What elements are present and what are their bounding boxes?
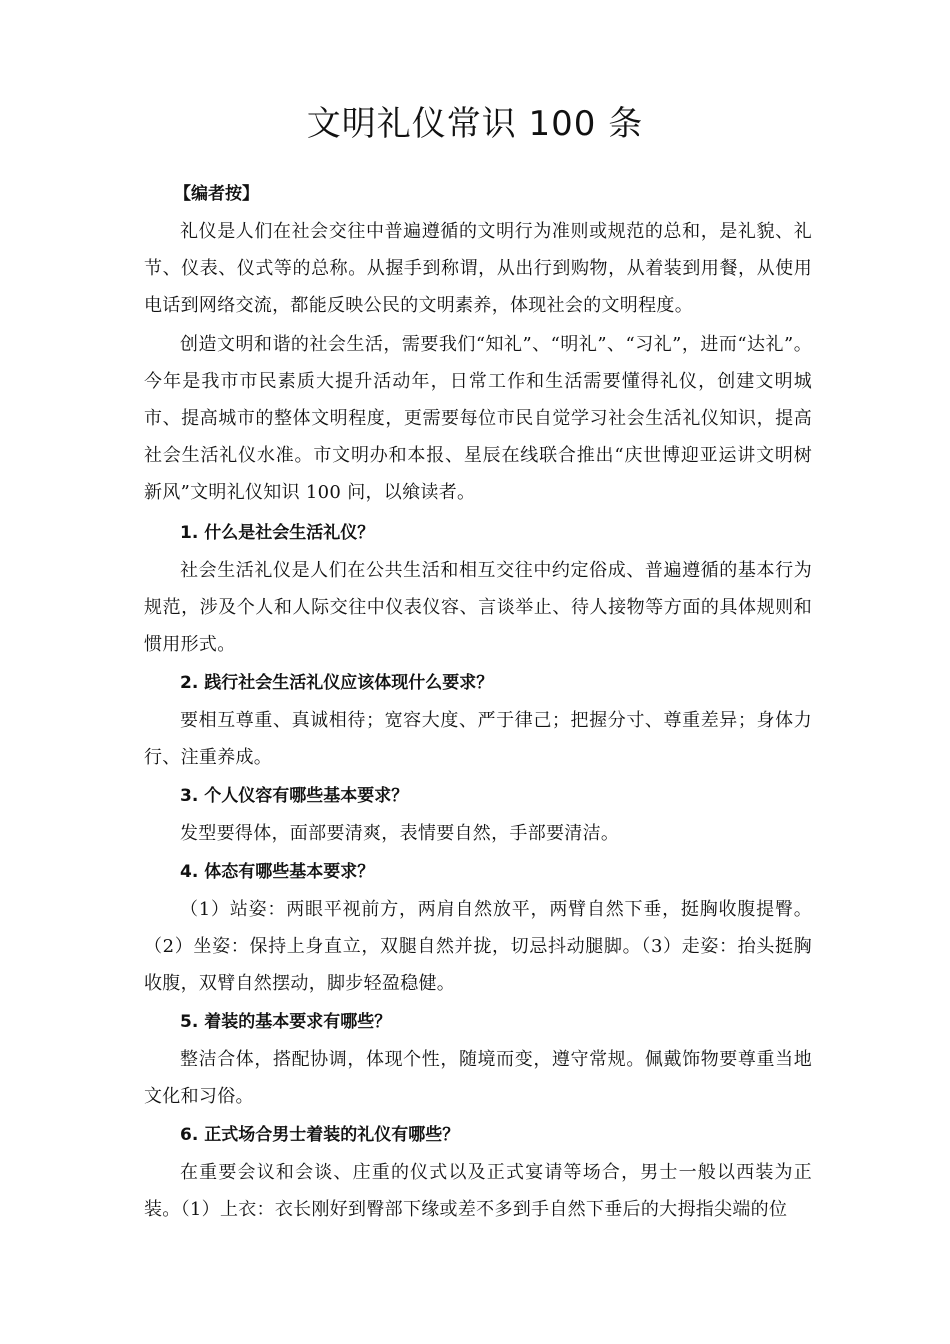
qa-item-5 xyxy=(144,1002,812,1115)
question-heading: 3. 个人仪容有哪些基本要求？ xyxy=(180,786,409,806)
document-title: 文明礼仪常识 100 条 xyxy=(306,104,644,144)
intro-paragraph-1: 礼仪是人们在社会交往中普遍遵循的文明行为准则或规范的总和，是礼貌、礼节、仪表、仪式等的总称。从握手到称谓，从出行到购物，从着装到用餐，从使用电话到网络交流，都能反映公民的文明素养，体现社会的文明程度。 xyxy=(144,221,812,316)
answer-paragraph: 在重要会议和会谈、庄重的仪式以及正式宴请等场合，男士一般以西装为正装。（1）上衣：衣长刚好到臀部下缘或差不多到手自然下垂后的大拇指尖端的位 xyxy=(144,1162,812,1220)
qa-item-1 xyxy=(144,513,812,663)
qa-item-2 xyxy=(144,663,812,776)
question-heading: 4. 体态有哪些基本要求？ xyxy=(180,862,375,882)
answer-paragraph: 社会生活礼仪是人们在公共生活和相互交往中约定俗成、普遍遵循的基本行为规范，涉及个人和人际交往中仪表仪容、言谈举止、待人接物等方面的具体规则和惯用形式。 xyxy=(144,560,812,655)
editor-note-label: 【编者按】 xyxy=(174,184,259,204)
question-heading: 2. 践行社会生活礼仪应该体现什么要求？ xyxy=(180,673,494,693)
qa-item-3 xyxy=(144,776,812,852)
qa-item-4 xyxy=(144,852,812,1002)
question-heading: 1. 什么是社会生活礼仪？ xyxy=(180,523,375,543)
answer-paragraph: 发型要得体，面部要清爽，表情要自然，手部要清洁。 xyxy=(180,823,620,844)
answer-paragraph: 整洁合体，搭配协调，体现个性，随境而变，遵守常规。佩戴饰物要尊重当地文化和习俗。 xyxy=(144,1049,812,1107)
question-heading: 5. 着装的基本要求有哪些？ xyxy=(180,1012,392,1032)
answer-paragraph: （1）站姿：两眼平视前方，两肩自然放平，两臂自然下垂，挺胸收腹提臀。（2）坐姿：保持上身直立，双腿自然并拢，切忌抖动腿脚。（3）走姿：抬头挺胸收腹，双臂自然摆动，脚步轻盈稳健。 xyxy=(144,899,812,994)
answer-paragraph: 要相互尊重、真诚相待；宽容大度、严于律己；把握分寸、尊重差异；身体力行、注重养成。 xyxy=(144,710,812,768)
qa-item-6 xyxy=(144,1115,812,1228)
document-body xyxy=(144,176,812,1228)
intro-paragraph-2: 创造文明和谐的社会生活，需要我们“知礼”、“明礼”、“习礼”，进而“达礼”。今年是我市市民素质大提升活动年，日常工作和生活需要懂得礼仪，创建文明城市、提高城市的整体文明程度，更需要每位市民自觉学习社会生活礼仪知识，提高社会生活礼仪水准。市文明办和本报、星辰在线联合推出“庆世博迎亚运讲文明树新风”文明礼仪知识 100 问，以飨读者。 xyxy=(144,334,812,503)
question-heading: 6. 正式场合男士着装的礼仪有哪些？ xyxy=(180,1125,460,1145)
